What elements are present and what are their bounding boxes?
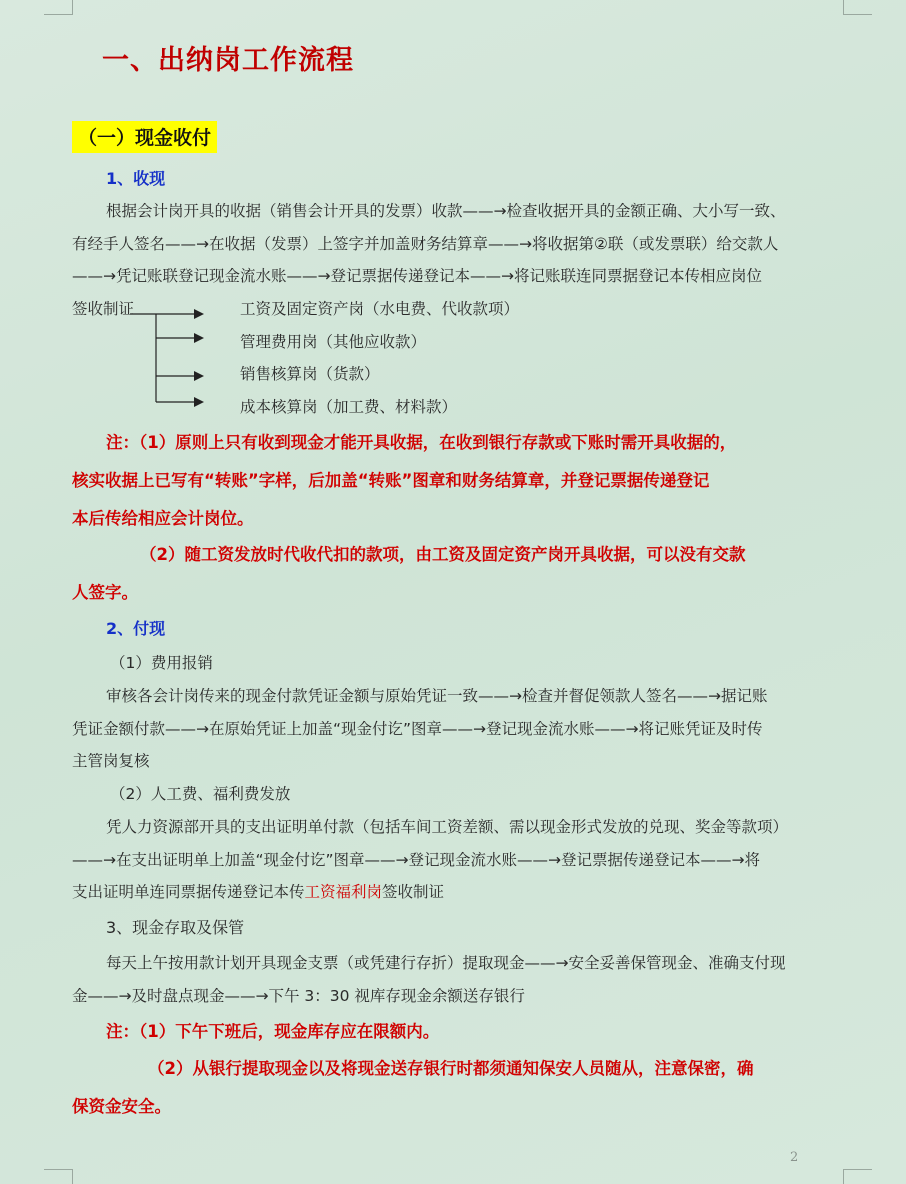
crop-mark-bottom-left (44, 1169, 73, 1184)
item-title: （2）人工费、福利费发放 (110, 785, 291, 803)
paragraph-line: ——→在支出证明单上加盖“现金付讫”图章——→登记现金流水账——→登记票据传递登记本——→将 (72, 851, 761, 869)
paragraph-line: 签收制证 (72, 300, 135, 318)
paragraph-line: 有经手人签名——→在收据（发票）上签字并加盖财务结算章——→将收据第②联（或发票联）给交款人 (72, 235, 779, 253)
paragraph-line: ——→凭记账联登记现金流水账——→登记票据传递登记本——→将记账联连同票据登记本传相应岗位 (72, 267, 762, 285)
paragraph-line: 根据会计岗开具的收据（销售会计开具的发票）收款——→检查收据开具的金额正确、大小写一致、 (106, 202, 786, 220)
note-line: 保资金安全。 (72, 1097, 171, 1116)
text-segment: 签收制证 (382, 883, 445, 901)
branch-item: 成本核算岗（加工费、材料款） (240, 398, 458, 416)
branch-item: 销售核算岗（货款） (240, 365, 380, 383)
branch-arrow-diagram (120, 300, 220, 412)
paragraph-line: 主管岗复核 (72, 752, 150, 770)
section-heading: （一）现金收付 (72, 121, 217, 153)
paragraph-line: 每天上午按用款计划开具现金支票（或凭建行存折）提取现金——→安全妥善保管现金、准确支付现 (106, 954, 786, 972)
paragraph-line: 凭人力资源部开具的支出证明单付款（包括车间工资差额、需以现金形式发放的兑现、奖金等款项） (106, 818, 789, 836)
text-segment: 支出证明单连同票据传递登记本传 (72, 883, 305, 901)
note-line: 人签字。 (72, 583, 138, 602)
paragraph-line: 审核各会计岗传来的现金付款凭证金额与原始凭证一致——→检查并督促领款人签名——→据记账 (106, 687, 768, 705)
note-line: （2）随工资发放时代收代扣的款项，由工资及固定资产岗开具收据，可以没有交款 (140, 545, 746, 564)
page-number: 2 (790, 1150, 799, 1165)
note-line: （2）从银行提取现金以及将现金送存银行时都须通知保安人员随从，注意保密，确 (148, 1059, 754, 1078)
note-line: 注：（1）原则上只有收到现金才能开具收据，在收到银行存款或下账时需开具收据的， (106, 433, 737, 452)
subsection-heading-cash-payment: 2、付现 (106, 619, 166, 638)
branch-item: 工资及固定资产岗（水电费、代收款项） (240, 300, 520, 318)
paragraph-line: 金——→及时盘点现金——→下午 3：30 视库存现金余额送存银行 (72, 987, 525, 1005)
note-line: 本后传给相应会计岗位。 (72, 509, 254, 528)
item-title: （1）费用报销 (110, 654, 213, 672)
branch-item: 管理费用岗（其他应收款） (240, 333, 427, 351)
subsection-heading-cash-storage: 3、现金存取及保管 (106, 918, 245, 937)
highlighted-role: 工资福利岗 (304, 883, 383, 901)
paragraph-line (72, 880, 444, 902)
crop-mark-bottom-right (843, 1169, 872, 1184)
note-line: 核实收据上已写有“转账”字样，后加盖“转账”图章和财务结算章，并登记票据传递登记 (72, 471, 710, 490)
crop-mark-top-right (843, 0, 872, 15)
paragraph-line: 凭证金额付款——→在原始凭证上加盖“现金付讫”图章——→登记现金流水账——→将记账凭证及时传 (72, 720, 763, 738)
page-title: 一、出纳岗工作流程 (102, 45, 354, 76)
crop-mark-top-left (44, 0, 73, 15)
note-line: 注：（1）下午下班后，现金库存应在限额内。 (106, 1022, 440, 1041)
subsection-heading-cash-receipt: 1、收现 (106, 169, 166, 188)
